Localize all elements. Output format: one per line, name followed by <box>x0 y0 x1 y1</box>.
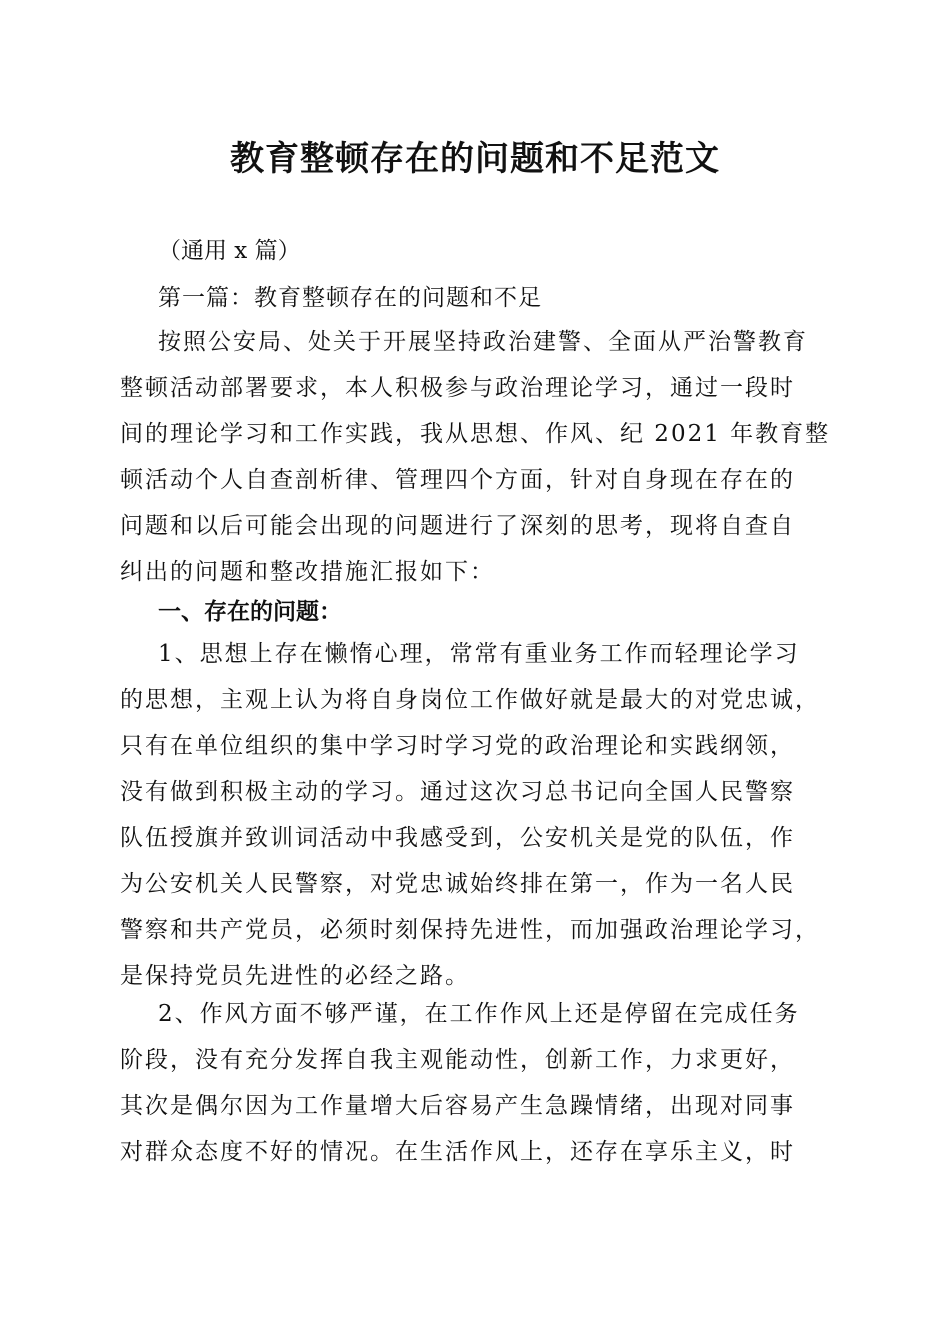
paragraph-line: 按照公安局、处关于开展坚持政治建警、全面从严治警教育 <box>158 329 808 355</box>
paragraph-line: 是保持党员先进性的必经之路。 <box>120 963 470 989</box>
paragraph-line: 纠出的问题和整改措施汇报如下： <box>120 559 495 585</box>
paragraph-intro <box>120 319 840 595</box>
paragraph-line: 对群众态度不好的情况。在生活作风上，还存在享乐主义，时 <box>120 1139 795 1165</box>
document-subtitle: （通用 x 篇） <box>158 238 301 264</box>
paragraph-line: 只有在单位组织的集中学习时学习党的政治理论和实践纲领， <box>120 733 795 759</box>
paragraph-line: 阶段，没有充分发挥自我主观能动性，创新工作，力求更好， <box>120 1047 795 1073</box>
paragraph-line: 整顿活动部署要求，本人积极参与政治理论学习，通过一段时 <box>120 375 795 401</box>
paragraph-line: 没有做到积极主动的学习。通过这次习总书记向全国人民警察 <box>120 779 795 805</box>
paragraph-line: 警察和共产党员，必须时刻保持先进性，而加强政治理论学习， <box>120 917 820 943</box>
paragraph-line: 其次是偶尔因为工作量增大后容易产生急躁情绪，出现对同事 <box>120 1093 795 1119</box>
paragraph-line: 为公安机关人民警察，对党忠诚始终排在第一，作为一名人民 <box>120 871 795 897</box>
paragraph-line: 2、作风方面不够严谨，在工作作风上还是停留在完成任务 <box>158 1001 800 1027</box>
paragraph-line: 间的理论学习和工作实践，我从思想、作风、纪 2021 年教育整 <box>120 421 831 447</box>
paragraph-line: 顿活动个人自查剖析律、管理四个方面，针对自身现在存在的 <box>120 467 795 493</box>
paragraph-line: 队伍授旗并致训词活动中我感受到，公安机关是党的队伍，作 <box>120 825 795 851</box>
document-title: 教育整顿存在的问题和不足范文 <box>230 139 720 179</box>
paragraph-line: 问题和以后可能会出现的问题进行了深刻的思考，现将自查自 <box>120 513 795 539</box>
section-heading: 一、存在的问题： <box>158 599 342 625</box>
paragraph-item-1 <box>120 631 840 999</box>
paragraph-line: 1、思想上存在懒惰心理，常常有重业务工作而轻理论学习 <box>158 641 800 667</box>
paragraph-line: 的思想，主观上认为将自身岗位工作做好就是最大的对党忠诚， <box>120 687 820 713</box>
chapter-heading: 第一篇：教育整顿存在的问题和不足 <box>158 285 542 311</box>
paragraph-item-2 <box>120 991 840 1175</box>
